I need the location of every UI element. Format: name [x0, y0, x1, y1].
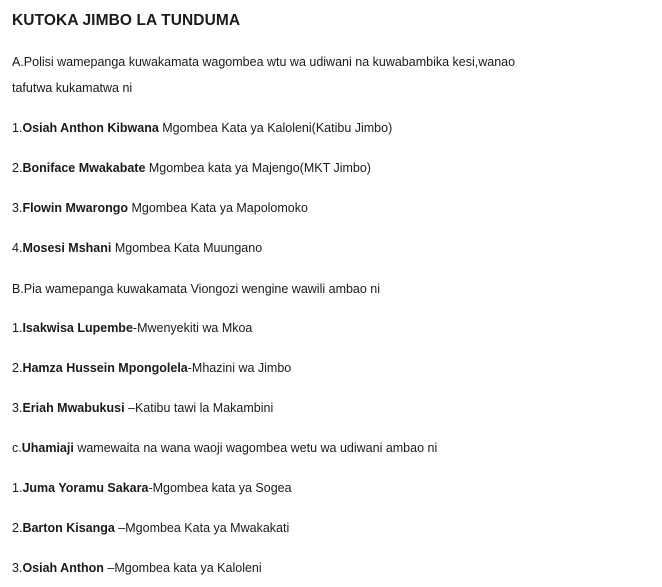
person-name: Osiah Anthon: [22, 561, 104, 575]
item-description: Mgombea Kata Muungano: [111, 241, 263, 255]
section-b-item: [12, 402, 273, 415]
section-a-intro-line1: A.Polisi wamepanga kuwakamata wagombea wtu wa udiwani na kuwabambika kesi,wanao: [12, 55, 516, 69]
item-description: Mgombea Kata ya Kaloleni(Katibu Jimbo): [158, 121, 393, 135]
section-c-intro-text: wamewaita na wana waoji wagombea wetu wa udiwani ambao ni: [73, 441, 438, 455]
item-description: –Katibu tawi la Makambini: [124, 401, 274, 415]
section-a-intro-line2: tafutwa kukamatwa ni: [12, 81, 133, 95]
section-c-item: [12, 482, 292, 495]
person-name: Boniface Mwakabate: [22, 161, 146, 175]
item-description: Mgombea kata ya Majengo(MKT Jimbo): [145, 161, 371, 175]
item-number: 3.: [12, 401, 23, 415]
item-number: 1.: [12, 121, 23, 135]
document-title: KUTOKA JIMBO LA TUNDUMA: [12, 12, 241, 29]
item-number: 3.: [12, 201, 23, 215]
section-b-item: [12, 362, 291, 375]
person-name: Isakwisa Lupembe: [22, 321, 133, 335]
section-c-prefix: c.: [12, 441, 22, 455]
section-c-bold-word: Uhamiaji: [21, 441, 74, 455]
item-number: 4.: [12, 241, 23, 255]
person-name: Flowin Mwarongo: [22, 201, 128, 215]
section-c-item: [12, 522, 289, 535]
item-number: 1.: [12, 321, 23, 335]
section-c-item: [12, 562, 262, 575]
item-number: 3.: [12, 561, 23, 575]
section-c-intro: [12, 442, 437, 455]
section-a-item: [12, 122, 392, 135]
item-description: -Mgombea kata ya Sogea: [148, 481, 292, 495]
person-name: Barton Kisanga: [22, 521, 115, 535]
person-name: Mosesi Mshani: [22, 241, 112, 255]
person-name: Hamza Hussein Mpongolela: [22, 361, 188, 375]
item-description: –Mgombea kata ya Kaloleni: [103, 561, 262, 575]
item-number: 2.: [12, 521, 23, 535]
section-a-item: [12, 242, 262, 255]
section-a-item: [12, 202, 308, 215]
item-description: -Mwenyekiti wa Mkoa: [132, 321, 253, 335]
section-a-item: [12, 162, 371, 175]
person-name: Eriah Mwabukusi: [22, 401, 125, 415]
item-number: 2.: [12, 361, 23, 375]
person-name: Osiah Anthon Kibwana: [22, 121, 159, 135]
item-number: 2.: [12, 161, 23, 175]
section-b-item: [12, 322, 252, 335]
item-description: -Mhazini wa Jimbo: [187, 361, 292, 375]
item-description: Mgombea Kata ya Mapolomoko: [127, 201, 308, 215]
person-name: Juma Yoramu Sakara: [22, 481, 149, 495]
item-description: –Mgombea Kata ya Mwakakati: [114, 521, 290, 535]
item-number: 1.: [12, 481, 23, 495]
section-b-intro: B.Pia wamepanga kuwakamata Viongozi wengine wawili ambao ni: [12, 282, 381, 296]
